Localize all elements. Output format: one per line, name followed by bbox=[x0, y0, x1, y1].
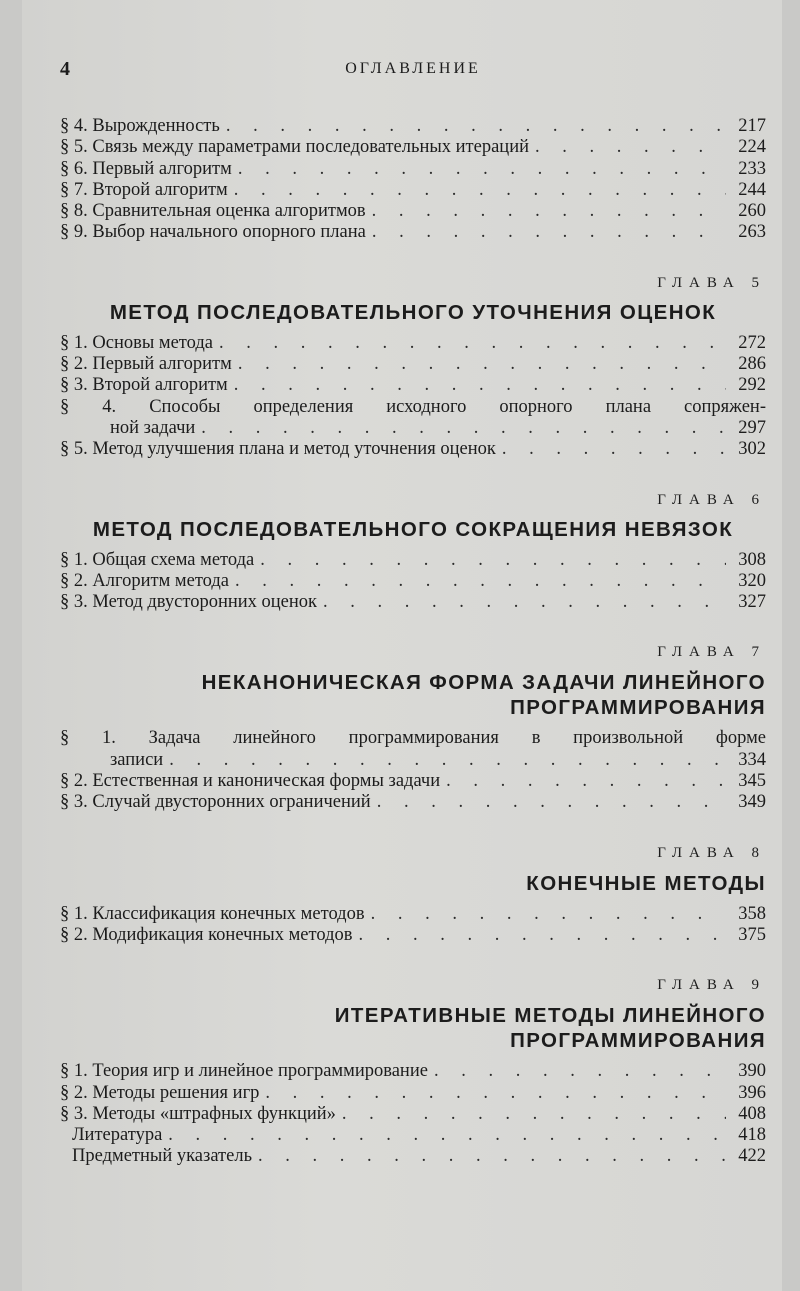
toc-entry-page: 422 bbox=[738, 1146, 766, 1167]
toc-entry-title: § 6. Первый алгоритм bbox=[60, 158, 232, 179]
toc-entry[interactable] bbox=[60, 728, 766, 771]
toc-entry-page: 260 bbox=[738, 201, 766, 222]
toc-entry-title: § 3. Второй алгоритм bbox=[60, 375, 228, 396]
toc-entry-title: § 1. Теория игр и линейное программирование bbox=[60, 1061, 428, 1082]
toc-entry-page: 408 bbox=[738, 1103, 766, 1124]
toc-entry-title: § 3. Метод двусторонних оценок bbox=[60, 592, 318, 613]
toc-entry-title: § 1. Основы метода bbox=[60, 332, 213, 353]
toc-entry[interactable] bbox=[60, 222, 766, 243]
toc-entry[interactable] bbox=[60, 1061, 766, 1082]
toc-entry-title: § 9. Выбор начального опорного плана bbox=[60, 222, 366, 243]
leader-dots bbox=[168, 1125, 726, 1146]
toc-entry[interactable] bbox=[60, 439, 766, 460]
toc-entry[interactable] bbox=[60, 1104, 766, 1125]
toc-entry-page: 320 bbox=[738, 570, 766, 591]
toc-entry-page: 233 bbox=[738, 158, 766, 179]
toc-entry-title: § 3. Методы «штрафных функций» bbox=[60, 1103, 336, 1124]
toc-entry-title: § 2. Методы решения игр bbox=[60, 1082, 260, 1103]
toc-entry-title-continued: ной задачи bbox=[110, 417, 196, 438]
toc-entry[interactable] bbox=[60, 116, 766, 137]
toc-entry[interactable] bbox=[60, 354, 766, 375]
toc-entry[interactable] bbox=[60, 1146, 766, 1167]
toc-entry-page: 349 bbox=[738, 792, 766, 813]
leader-dots bbox=[371, 904, 726, 925]
toc-entry-page: 244 bbox=[738, 179, 766, 200]
toc-entry[interactable] bbox=[60, 771, 766, 792]
leader-dots bbox=[235, 571, 726, 592]
leader-dots bbox=[372, 222, 726, 243]
toc-entry[interactable] bbox=[60, 1125, 766, 1146]
chapter-label: ГЛАВА 5 bbox=[657, 274, 766, 291]
toc-entry[interactable] bbox=[60, 550, 766, 571]
book-page bbox=[22, 0, 782, 1291]
toc-entry-page: 375 bbox=[738, 924, 766, 945]
toc-entry-title: § 5. Метод улучшения плана и метод уточнения оценок bbox=[60, 439, 496, 460]
leader-dots bbox=[502, 439, 726, 460]
toc-entry[interactable] bbox=[60, 180, 766, 201]
leader-dots bbox=[342, 1104, 726, 1125]
toc-entry[interactable] bbox=[60, 925, 766, 946]
toc-entry-page: 217 bbox=[738, 116, 766, 136]
toc-entry-page: 396 bbox=[738, 1082, 766, 1103]
toc-entry[interactable] bbox=[60, 333, 766, 354]
toc-entry-title: Литература bbox=[72, 1125, 163, 1146]
table-of-contents bbox=[60, 116, 766, 1168]
running-title: ОГЛАВЛЕНИЕ bbox=[345, 60, 481, 77]
toc-entry-page: 286 bbox=[738, 354, 766, 375]
toc-entry[interactable] bbox=[60, 571, 766, 592]
toc-entry-page: 224 bbox=[738, 137, 766, 158]
toc-entry-page: 272 bbox=[738, 332, 766, 353]
leader-dots bbox=[234, 375, 726, 396]
toc-entry-title: § 5. Связь между параметрами последовательных итераций bbox=[60, 137, 530, 158]
page-header bbox=[60, 58, 766, 82]
toc-entry[interactable] bbox=[60, 904, 766, 925]
toc-entry-page: 345 bbox=[738, 771, 766, 792]
toc-entry-page: 292 bbox=[738, 375, 766, 396]
toc-entry[interactable] bbox=[60, 1083, 766, 1104]
leader-dots bbox=[377, 792, 726, 813]
chapter-title-line: ПРОГРАММИРОВАНИЯ bbox=[510, 1029, 766, 1053]
toc-entry[interactable] bbox=[60, 201, 766, 222]
toc-entry-title: § 8. Сравнительная оценка алгоритмов bbox=[60, 201, 366, 222]
toc-entry-page: 302 bbox=[738, 439, 766, 460]
toc-entry-page: 297 bbox=[738, 417, 766, 438]
toc-entry-title: § 4. Способы определения исходного опорного плана сопряжен- bbox=[60, 396, 766, 417]
leader-dots bbox=[238, 354, 726, 375]
toc-entry-title: § 4. Вырожденность bbox=[60, 116, 220, 136]
toc-entry[interactable] bbox=[60, 592, 766, 613]
leader-dots bbox=[446, 771, 726, 792]
chapter-label: ГЛАВА 7 bbox=[657, 644, 766, 661]
leader-dots bbox=[434, 1061, 726, 1082]
toc-entry[interactable] bbox=[60, 792, 766, 813]
toc-entry-title: § 1. Задача линейного программирования в произвольной форме bbox=[60, 728, 766, 749]
leader-dots bbox=[323, 592, 726, 613]
toc-entry-title: § 3. Случай двусторонних ограничений bbox=[60, 792, 371, 813]
toc-entry[interactable] bbox=[60, 137, 766, 158]
leader-dots bbox=[238, 159, 726, 180]
chapter-title[interactable] bbox=[60, 1003, 766, 1053]
leader-dots bbox=[201, 418, 726, 439]
leader-dots bbox=[226, 116, 726, 137]
toc-entry-page: 263 bbox=[738, 222, 766, 243]
toc-entry-page: 358 bbox=[738, 903, 766, 924]
page-number: 4 bbox=[60, 58, 70, 80]
toc-entry[interactable] bbox=[60, 397, 766, 440]
toc-entry-page: 308 bbox=[738, 549, 766, 570]
toc-entry-title: Предметный указатель bbox=[72, 1146, 253, 1167]
chapter-title-line: НЕКАНОНИЧЕСКАЯ ФОРМА ЗАДАЧИ ЛИНЕЙНОГО bbox=[201, 671, 766, 695]
chapter-title[interactable] bbox=[60, 670, 766, 720]
leader-dots bbox=[372, 201, 726, 222]
toc-entry-title: § 2. Естественная и каноническая формы задачи bbox=[60, 771, 441, 792]
toc-entry[interactable] bbox=[60, 159, 766, 180]
leader-dots bbox=[219, 333, 726, 354]
chapter-label: ГЛАВА 8 bbox=[657, 844, 766, 861]
leader-dots bbox=[169, 750, 726, 771]
toc-entry-title: § 1. Общая схема метода bbox=[60, 549, 255, 570]
chapter-title-line: ПРОГРАММИРОВАНИЯ bbox=[510, 696, 766, 720]
toc-entry-page: 327 bbox=[738, 592, 766, 613]
chapter-title[interactable]: МЕТОД ПОСЛЕДОВАТЕЛЬНОГО УТОЧНЕНИЯ ОЦЕНОК bbox=[109, 300, 717, 324]
leader-dots bbox=[234, 180, 726, 201]
toc-entry-title: § 2. Алгоритм метода bbox=[60, 570, 230, 591]
toc-entry-page: 334 bbox=[738, 749, 766, 770]
toc-entry-title: § 7. Второй алгоритм bbox=[60, 179, 228, 200]
leader-dots bbox=[258, 1146, 726, 1167]
chapter-label: ГЛАВА 9 bbox=[657, 977, 766, 994]
toc-entry-page: 390 bbox=[738, 1061, 766, 1082]
leader-dots bbox=[535, 137, 726, 158]
chapter-label: ГЛАВА 6 bbox=[657, 491, 766, 508]
toc-entry-page: 418 bbox=[738, 1125, 766, 1146]
toc-entry-title-continued: записи bbox=[110, 749, 164, 770]
toc-entry-title: § 2. Первый алгоритм bbox=[60, 354, 232, 375]
toc-entry-title: § 2. Модификация конечных методов bbox=[60, 924, 353, 945]
toc-entry-title: § 1. Классификация конечных методов bbox=[60, 903, 365, 924]
chapter-title[interactable]: МЕТОД ПОСЛЕДОВАТЕЛЬНОГО СОКРАЩЕНИЯ НЕВЯЗОК bbox=[92, 517, 734, 541]
leader-dots bbox=[265, 1083, 726, 1104]
leader-dots bbox=[260, 550, 726, 571]
chapter-title-line: ИТЕРАТИВНЫЕ МЕТОДЫ ЛИНЕЙНОГО bbox=[334, 1004, 766, 1028]
leader-dots bbox=[358, 925, 726, 946]
chapter-title[interactable]: КОНЕЧНЫЕ МЕТОДЫ bbox=[526, 871, 766, 895]
toc-entry[interactable] bbox=[60, 375, 766, 396]
